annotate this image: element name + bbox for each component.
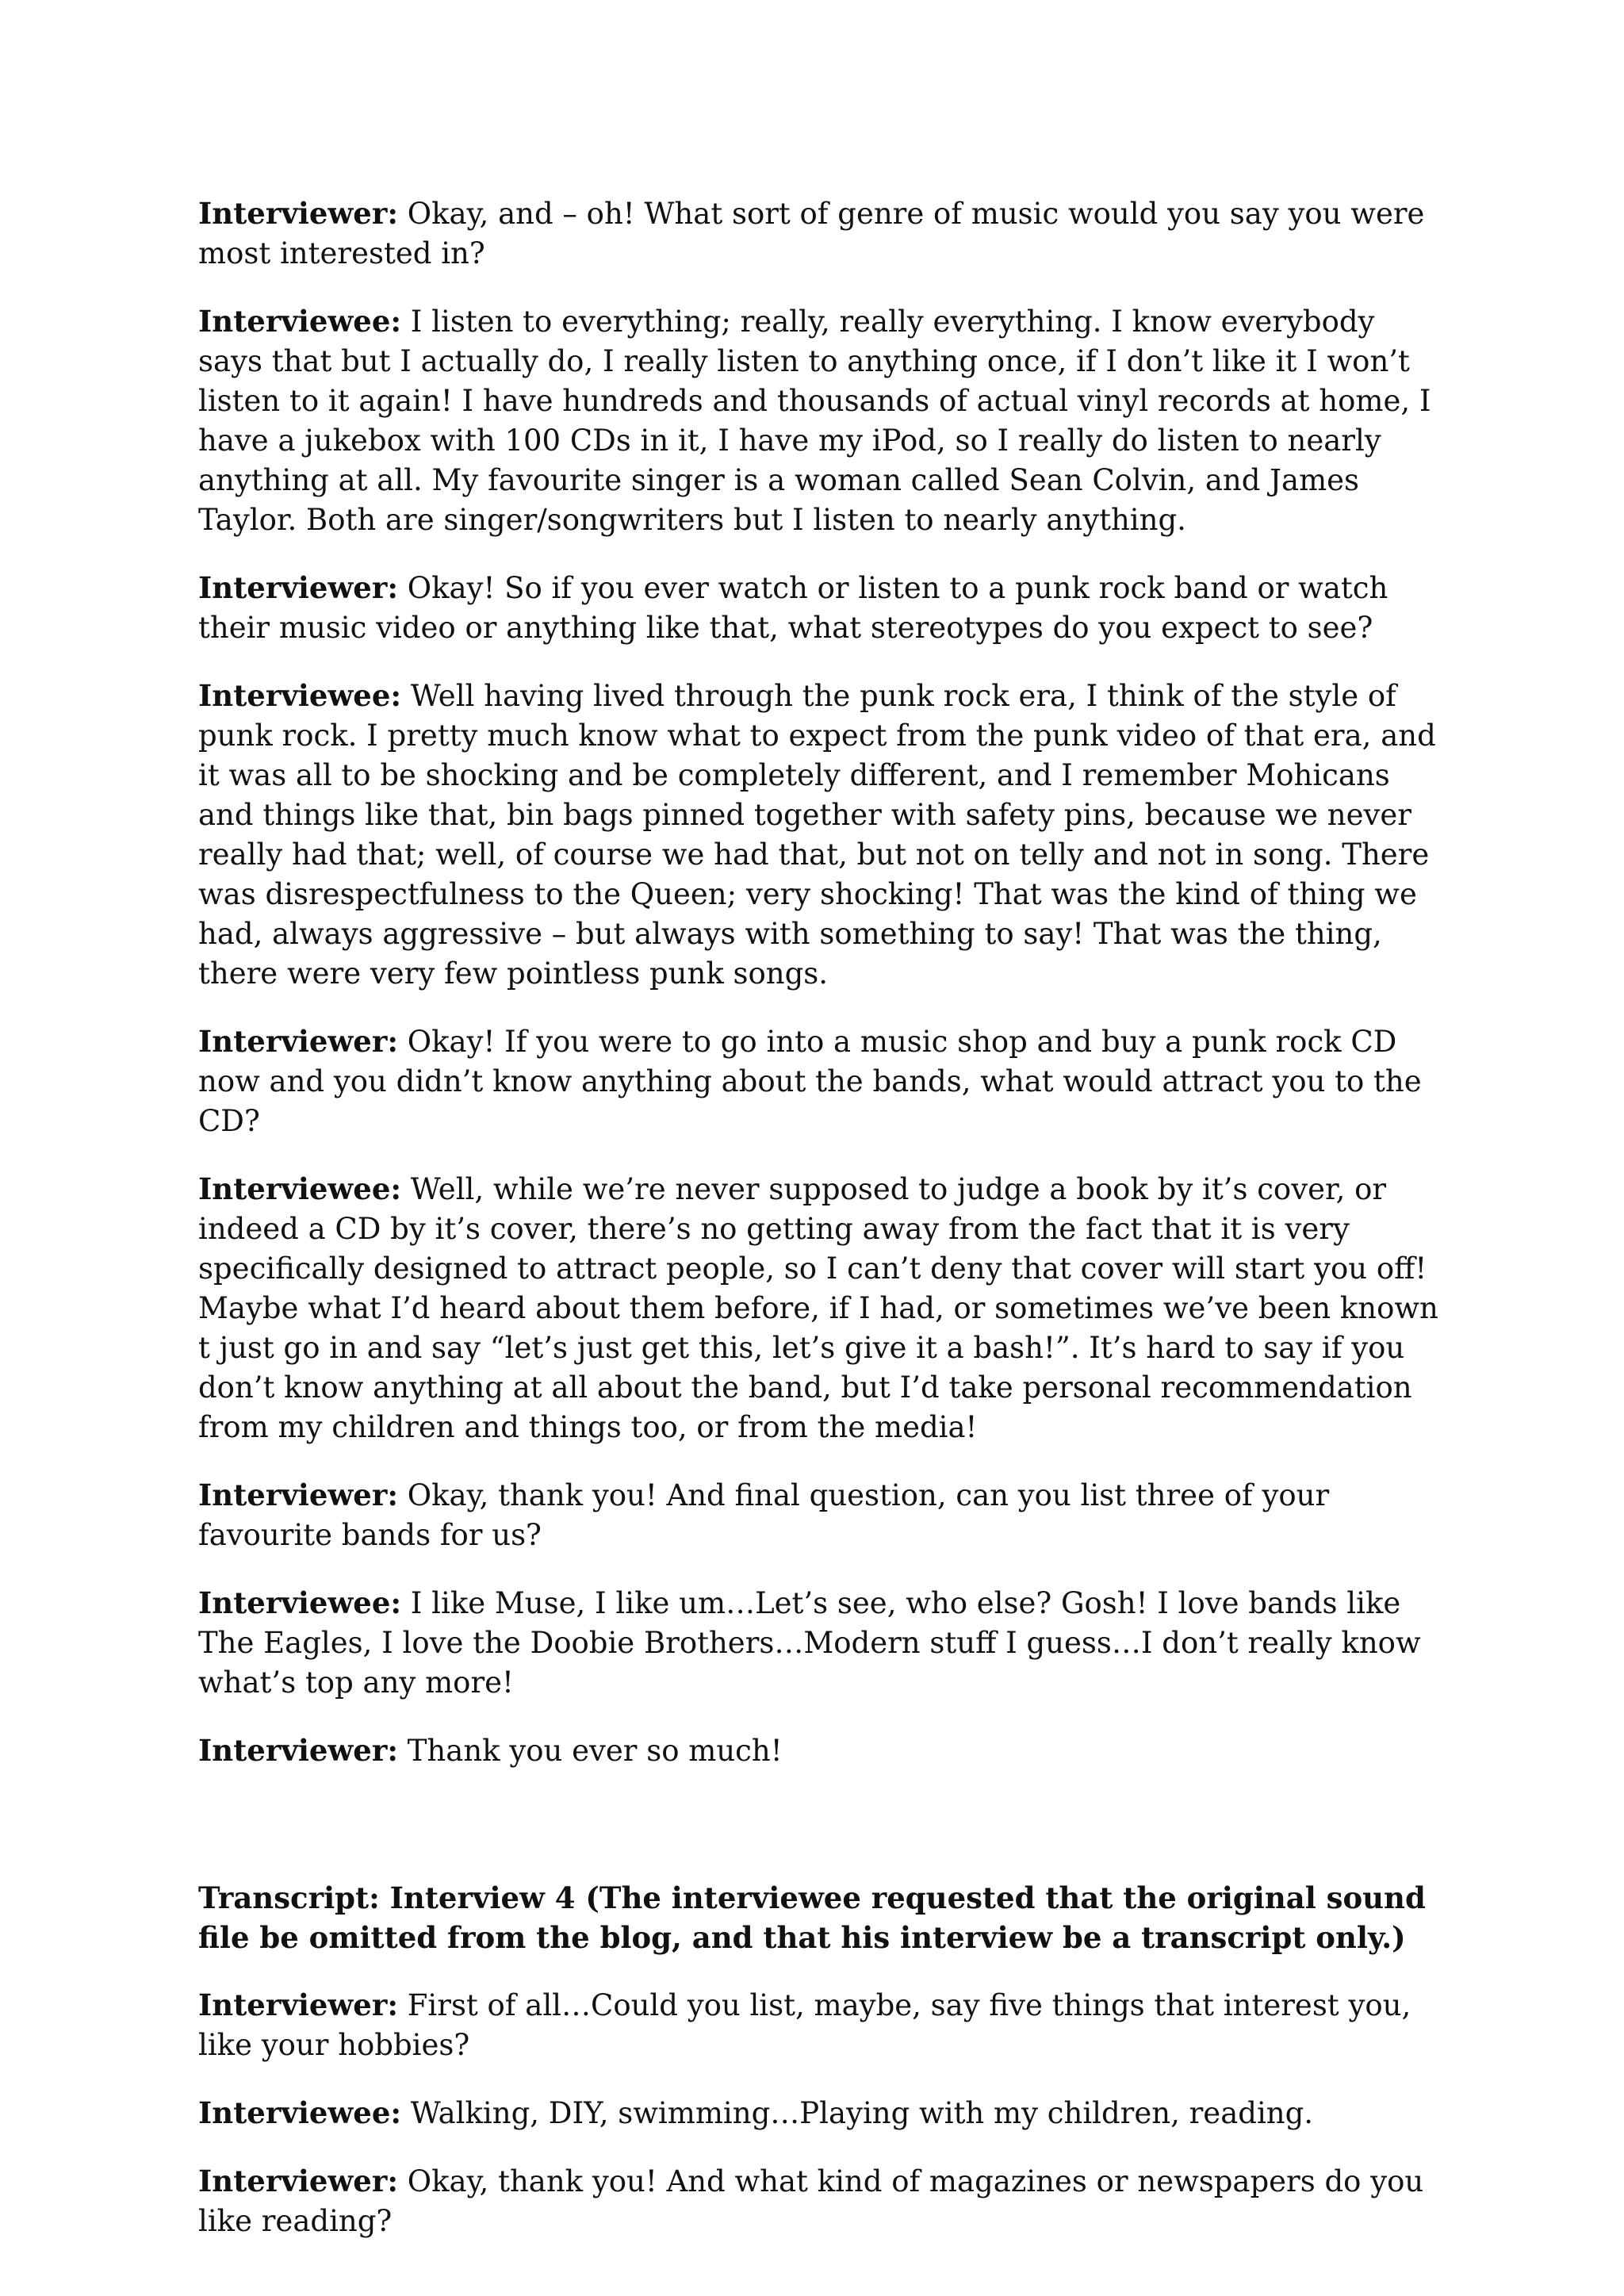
transcript-paragraph bbox=[198, 568, 1443, 648]
document-page bbox=[198, 194, 1443, 2269]
speaker-label: Interviewee: bbox=[198, 678, 402, 713]
speech-text: Okay, thank you! And what kind of magazines or newspapers do you like reading? bbox=[198, 2164, 1424, 2238]
transcript-paragraph bbox=[198, 1169, 1443, 1447]
speaker-label: Interviewer: bbox=[198, 570, 398, 605]
transcript-paragraph bbox=[198, 1583, 1443, 1703]
transcript-paragraph bbox=[198, 1731, 1443, 1771]
transcript-section-4 bbox=[198, 1985, 1443, 2241]
section-heading: Transcript: Interview 4 (The interviewee requested that the original sound file be omitted from the blog, and that his interview be a transcript only.) bbox=[198, 1880, 1426, 1955]
speaker-label: Interviewee: bbox=[198, 1585, 402, 1620]
speech-text: Okay, thank you! And final question, can you list three of your favourite bands for us? bbox=[198, 1478, 1330, 1552]
transcript-paragraph bbox=[198, 301, 1443, 540]
speech-text: Walking, DIY, swimming…Playing with my children, reading. bbox=[401, 2096, 1314, 2130]
speech-text: Okay! If you were to go into a music shop and buy a punk rock CD now and you didn’t know anything about the bands, what would attract you to the CD? bbox=[198, 1025, 1422, 1138]
transcript-paragraph bbox=[198, 1985, 1443, 2065]
transcript-paragraph bbox=[198, 2093, 1443, 2133]
speech-text: Okay, and – oh! What sort of genre of music would you say you were most interested in? bbox=[198, 197, 1425, 270]
transcript-paragraph bbox=[198, 1475, 1443, 1555]
transcript-section-3 bbox=[198, 194, 1443, 1771]
speaker-label: Interviewee: bbox=[198, 2095, 402, 2130]
speech-text: Well having lived through the punk rock era, I think of the style of punk rock. I pretty much know what to expect from the punk video of that era, and it was all to be shocking and be completely different, and I remember Mohicans and things like that, bin bags pinned together with safety pins, because we never really had that; well, of course we had that, but not on telly and not in song. There was disrespectfulness to the Queen; very shocking! That was the kind of thing we had, always aggressive – but always with something to say! That was the thing, there were very few pointless punk songs. bbox=[198, 679, 1436, 991]
speech-text: Okay! So if you ever watch or listen to a punk rock band or watch their music video or anything like that, what stereotypes do you expect to see? bbox=[198, 571, 1388, 645]
speaker-label: Interviewer: bbox=[198, 1733, 398, 1768]
transcript-paragraph bbox=[198, 1022, 1443, 1141]
speech-text: Well, while we’re never supposed to judge a book by it’s cover, or indeed a CD by it’s cover, there’s no getting away from the fact that it is very specifically designed to attract people, so I can’t deny that cover will start you off! Maybe what I’d heard about them before, if I had, or sometimes we’ve been known t just go in and say “let’s just get this, let’s give it a bash!”. It’s hard to say if you don’t know anything at all about the band, but I’d take personal recommendation from my children and things too, or from the media! bbox=[198, 1172, 1438, 1444]
transcript-paragraph bbox=[198, 676, 1443, 994]
transcript-paragraph bbox=[198, 2161, 1443, 2241]
section-spacer bbox=[198, 1799, 1443, 1878]
speaker-label: Interviewer: bbox=[198, 196, 398, 231]
speech-text: I listen to everything; really, really everything. I know everybody says that but I actually do, I really listen to anything once, if I don’t like it I won’t listen to it again! I have hundreds and thousands of actual vinyl records at home, I have a jukebox with 100 CDs in it, I have my iPod, so I really do listen to nearly anything at all. My favourite singer is a woman called Sean Colvin, and James Taylor. Both are singer/songwriters but I listen to nearly anything. bbox=[198, 305, 1431, 537]
speaker-label: Interviewer: bbox=[198, 1478, 398, 1512]
speaker-label: Interviewer: bbox=[198, 2164, 398, 2198]
speaker-label: Interviewer: bbox=[198, 1024, 398, 1059]
speaker-label: Interviewee: bbox=[198, 304, 402, 339]
speech-text: Thank you ever so much! bbox=[397, 1734, 783, 1768]
speaker-label: Interviewee: bbox=[198, 1171, 402, 1206]
speaker-label: Interviewer: bbox=[198, 1987, 398, 2022]
speech-text: I like Muse, I like um…Let’s see, who else? Gosh! I love bands like The Eagles, I love the Doobie Brothers…Modern stuff I guess…I don’t really know what’s top any more! bbox=[198, 1586, 1421, 1700]
transcript-paragraph bbox=[198, 194, 1443, 274]
speech-text: First of all…Could you list, maybe, say five things that interest you, like your hobbies? bbox=[198, 1988, 1411, 2062]
